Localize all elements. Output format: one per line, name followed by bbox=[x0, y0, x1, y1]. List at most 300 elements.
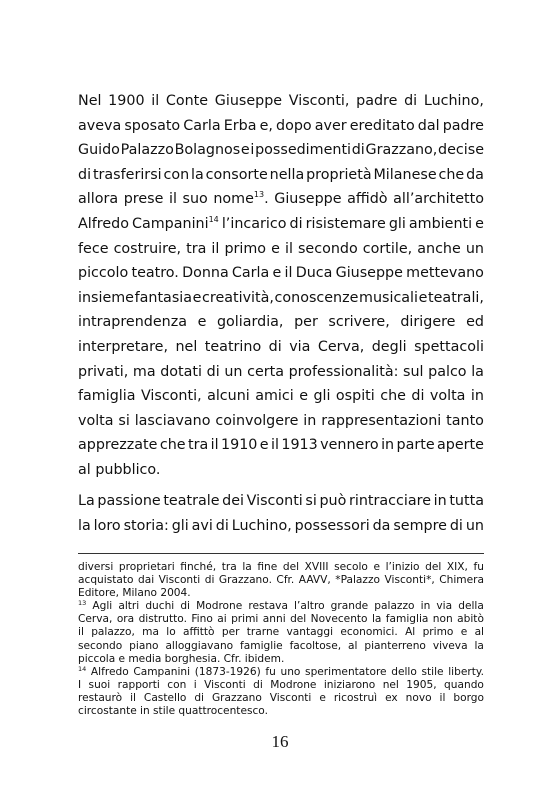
word: del bbox=[425, 561, 442, 573]
page-number: 16 bbox=[271, 732, 289, 751]
word: famiglia bbox=[78, 388, 136, 405]
text-line bbox=[78, 261, 484, 286]
word: certa bbox=[247, 363, 284, 380]
text-line bbox=[78, 286, 484, 311]
text-line bbox=[78, 212, 484, 237]
word: privati, bbox=[78, 363, 129, 380]
word: Grazzano bbox=[211, 691, 262, 704]
word: padre bbox=[442, 117, 484, 134]
word: sul bbox=[403, 363, 424, 380]
word: e bbox=[272, 265, 282, 282]
word: *Palazzo bbox=[335, 574, 381, 587]
word: anche bbox=[417, 240, 461, 257]
word: sempre bbox=[393, 517, 447, 534]
footnote-line bbox=[78, 653, 484, 666]
word: Cerva, bbox=[317, 338, 365, 355]
word: ricostruì bbox=[333, 691, 378, 704]
word: al bbox=[348, 639, 358, 652]
word: rapporti bbox=[117, 678, 160, 691]
word: di bbox=[449, 517, 463, 534]
word: XIX, bbox=[446, 561, 468, 573]
word: borghesia. bbox=[164, 652, 221, 665]
text-line bbox=[78, 138, 484, 163]
word: e bbox=[192, 289, 202, 306]
word: al bbox=[474, 626, 484, 639]
word: famiglia bbox=[385, 613, 429, 626]
word: grande bbox=[330, 600, 369, 613]
word: il bbox=[284, 265, 293, 282]
word: Palazzo bbox=[120, 142, 174, 159]
word: ibidem. bbox=[244, 652, 285, 665]
word: ma bbox=[142, 626, 159, 639]
word: ai bbox=[217, 613, 227, 626]
word: iniziarono bbox=[323, 678, 376, 691]
word: facoltose, bbox=[289, 639, 342, 652]
word: AAVV, bbox=[298, 574, 331, 587]
word: restaurò bbox=[78, 691, 123, 704]
word: anni bbox=[262, 613, 286, 626]
word: e bbox=[299, 388, 308, 405]
word: dopo bbox=[276, 117, 312, 134]
word: dai bbox=[137, 574, 155, 587]
word: consorte bbox=[205, 166, 268, 183]
word: volta bbox=[78, 412, 114, 429]
word: coinvolgere bbox=[215, 412, 299, 429]
word: per bbox=[294, 314, 318, 331]
word: conoscenze bbox=[274, 289, 359, 306]
word: novo bbox=[405, 691, 432, 704]
word: della bbox=[458, 600, 484, 613]
word: e bbox=[197, 314, 207, 331]
word: Visconti bbox=[269, 691, 312, 704]
word: 13 bbox=[78, 599, 87, 608]
word: trasferirsi bbox=[92, 166, 162, 183]
word: suoi bbox=[88, 678, 111, 691]
word: il bbox=[210, 437, 219, 454]
word: Grazzano. bbox=[218, 574, 272, 587]
word: rintracciare bbox=[349, 493, 431, 509]
word: pianterreno bbox=[364, 639, 426, 652]
word: i bbox=[250, 142, 255, 159]
word: Fino bbox=[191, 613, 213, 626]
word: palazzo, bbox=[91, 626, 135, 639]
word: Conte bbox=[165, 93, 209, 109]
word: altri bbox=[118, 600, 140, 613]
text-line bbox=[78, 489, 484, 514]
word: volta bbox=[429, 388, 466, 405]
word: duchi bbox=[145, 600, 175, 613]
word: Modrone bbox=[270, 678, 317, 691]
word: via bbox=[289, 338, 311, 355]
word: da bbox=[372, 517, 391, 534]
word: amici bbox=[255, 388, 294, 405]
word: alloggiavano bbox=[165, 639, 234, 652]
word: parte bbox=[396, 437, 435, 454]
word: musicali bbox=[359, 289, 419, 306]
word: la bbox=[474, 639, 484, 652]
word: fu bbox=[473, 561, 484, 573]
word: lasciavano bbox=[134, 412, 211, 429]
word: economici. bbox=[340, 626, 398, 639]
word: e bbox=[271, 240, 280, 257]
word: e bbox=[460, 626, 468, 639]
footnote-line bbox=[78, 613, 484, 626]
word: circostante bbox=[78, 705, 137, 718]
word: di bbox=[194, 691, 204, 704]
word: che bbox=[438, 166, 465, 183]
word: spettacoli bbox=[414, 338, 484, 355]
word: teatrali, bbox=[428, 289, 484, 306]
word: che bbox=[380, 388, 406, 405]
word: (1873-1926) bbox=[194, 665, 261, 678]
word: in bbox=[381, 437, 395, 454]
text-line bbox=[78, 409, 484, 434]
word: da bbox=[466, 166, 484, 183]
word: Donna bbox=[182, 265, 229, 282]
footnote-line bbox=[78, 600, 484, 613]
text-line bbox=[78, 187, 484, 212]
word: costruire, bbox=[113, 240, 182, 257]
word: primi bbox=[231, 613, 259, 626]
footnote-line bbox=[78, 587, 484, 600]
word: famiglie bbox=[240, 639, 283, 652]
text-line bbox=[78, 514, 484, 539]
word: si bbox=[305, 493, 317, 509]
word: 1910 bbox=[221, 437, 258, 454]
word: all’architetto bbox=[393, 191, 484, 208]
word: decise bbox=[438, 142, 484, 159]
word: degli bbox=[371, 338, 407, 355]
word: di bbox=[404, 93, 418, 109]
word: Milanese bbox=[373, 166, 437, 183]
word: 1905, bbox=[406, 678, 437, 691]
word: fece bbox=[78, 240, 109, 257]
word: fu bbox=[265, 665, 276, 678]
word: sperimentatore bbox=[305, 665, 387, 678]
word: storia: bbox=[123, 517, 169, 534]
word: restava bbox=[248, 600, 288, 613]
word: e bbox=[475, 215, 484, 232]
word: Erba bbox=[223, 117, 257, 134]
word: in bbox=[470, 388, 484, 405]
word: Luchino, bbox=[423, 93, 484, 109]
word: Guido bbox=[78, 142, 120, 159]
word: I bbox=[78, 678, 82, 691]
word: scrivere, bbox=[328, 314, 390, 331]
word: teatrino bbox=[204, 338, 262, 355]
word: secondo bbox=[297, 240, 358, 257]
word: Giuseppe bbox=[214, 93, 283, 109]
word: il bbox=[439, 691, 446, 704]
word: 1913 bbox=[281, 437, 318, 454]
word: la bbox=[191, 166, 204, 183]
word: fine bbox=[257, 561, 278, 573]
word: di bbox=[351, 142, 365, 159]
text-line bbox=[78, 163, 484, 188]
word: gli bbox=[388, 215, 406, 232]
word: Carla bbox=[183, 117, 221, 134]
word: di bbox=[206, 363, 220, 380]
word: i bbox=[193, 678, 197, 691]
word: distrutto. bbox=[138, 613, 187, 626]
footnote-separator bbox=[78, 553, 484, 554]
word: di bbox=[289, 215, 303, 232]
word: Alfredo bbox=[90, 665, 129, 678]
word: Modrone bbox=[196, 600, 243, 613]
word: stile bbox=[153, 705, 176, 718]
word: primo bbox=[224, 240, 267, 257]
word: piano bbox=[129, 639, 159, 652]
word: e bbox=[259, 437, 269, 454]
word: può bbox=[319, 493, 347, 509]
word: La bbox=[78, 493, 95, 509]
word: la bbox=[78, 517, 91, 534]
word: con bbox=[167, 678, 187, 691]
word: lo bbox=[166, 626, 176, 639]
word: 1900 bbox=[108, 93, 145, 109]
word: un bbox=[465, 517, 484, 534]
footnote-line bbox=[78, 705, 484, 718]
word: Cerva, bbox=[78, 613, 113, 626]
word: e bbox=[418, 289, 428, 306]
word: Giuseppe bbox=[335, 265, 403, 282]
word: Editore, bbox=[78, 587, 120, 600]
text-line bbox=[78, 310, 484, 335]
word: dei bbox=[222, 493, 244, 509]
word: Milano bbox=[122, 587, 158, 600]
word: sposato bbox=[124, 117, 181, 134]
word: fantasia bbox=[134, 289, 192, 306]
word: Novecento bbox=[310, 613, 368, 626]
word: Luchino, bbox=[231, 517, 292, 534]
word: ereditato bbox=[349, 117, 415, 134]
word: e bbox=[373, 561, 381, 573]
word: trarne bbox=[246, 626, 280, 639]
word: allora bbox=[78, 191, 119, 208]
word: ospiti bbox=[335, 388, 375, 405]
word: quattrocentesco. bbox=[178, 705, 268, 718]
word: nel bbox=[382, 678, 399, 691]
word: e, bbox=[259, 117, 273, 134]
word: Chimera bbox=[439, 574, 484, 587]
word: per bbox=[221, 626, 240, 639]
word: piccola bbox=[78, 652, 116, 665]
word: aveva bbox=[78, 117, 122, 134]
word: proprietà bbox=[306, 166, 372, 183]
word: di bbox=[253, 678, 263, 691]
word: del bbox=[282, 561, 300, 573]
word: Nel bbox=[78, 93, 102, 109]
word: dal bbox=[417, 117, 440, 134]
word: di bbox=[411, 388, 425, 405]
word: ambienti bbox=[408, 215, 473, 232]
word: Bolagnos bbox=[174, 142, 241, 159]
word: intraprendenza bbox=[78, 314, 187, 331]
word: gli bbox=[171, 517, 189, 534]
word: vantaggi bbox=[286, 626, 334, 639]
word: tanto bbox=[446, 412, 484, 429]
word: il bbox=[151, 93, 160, 109]
word: il bbox=[168, 191, 177, 208]
word: insieme bbox=[78, 289, 134, 306]
word: in bbox=[420, 600, 431, 613]
word: un bbox=[224, 363, 243, 380]
footnote-line bbox=[78, 640, 484, 653]
word: stile bbox=[421, 665, 444, 678]
word: l’incarico bbox=[221, 215, 287, 232]
word: tra bbox=[187, 437, 209, 454]
word: Agli bbox=[92, 600, 113, 613]
word: Campanini$^{14}$ bbox=[132, 214, 219, 232]
word: in bbox=[140, 705, 150, 718]
word: Visconti, bbox=[288, 93, 350, 109]
word: e bbox=[240, 142, 250, 159]
word: la bbox=[242, 561, 252, 573]
word: che bbox=[159, 437, 186, 454]
word: XVIII bbox=[304, 561, 329, 573]
word: nel bbox=[175, 338, 198, 355]
word: Visconti bbox=[158, 574, 201, 587]
word: Castello bbox=[143, 691, 187, 704]
word: Cfr. bbox=[276, 574, 295, 587]
word: del bbox=[290, 613, 307, 626]
word: Al bbox=[405, 626, 416, 639]
word: Alfredo bbox=[78, 215, 129, 232]
word: padre bbox=[356, 93, 398, 109]
word: interpretare, bbox=[78, 338, 169, 355]
word: 14 bbox=[78, 664, 87, 673]
word: dello bbox=[391, 665, 417, 678]
word: palazzo bbox=[374, 600, 415, 613]
word: un bbox=[465, 240, 484, 257]
word: in bbox=[303, 412, 317, 429]
word: rappresentazioni bbox=[321, 412, 442, 429]
text-line bbox=[78, 89, 484, 114]
word: prese bbox=[123, 191, 164, 208]
footnotes bbox=[78, 561, 484, 718]
word: diversi bbox=[78, 561, 114, 573]
word: primo bbox=[422, 626, 454, 639]
word: il bbox=[211, 240, 220, 257]
word: quando bbox=[444, 678, 484, 691]
word: dirigere bbox=[400, 314, 456, 331]
word: al bbox=[78, 461, 91, 478]
word: tutta bbox=[449, 493, 484, 509]
word: risistemare bbox=[305, 215, 386, 232]
word: ex bbox=[385, 691, 398, 704]
word: possessori bbox=[294, 517, 370, 534]
word: Grazzano, bbox=[365, 142, 438, 159]
word: di bbox=[180, 600, 190, 613]
word: dotati bbox=[160, 363, 203, 380]
word: con bbox=[163, 166, 190, 183]
text-line bbox=[78, 114, 484, 139]
word: tra bbox=[221, 561, 237, 573]
word: si bbox=[118, 412, 130, 429]
word: l’inizio bbox=[385, 561, 420, 573]
footnote-line bbox=[78, 692, 484, 705]
word: Cfr. bbox=[223, 652, 242, 665]
word: e bbox=[319, 691, 326, 704]
word: proprietari bbox=[118, 561, 175, 573]
word: pubblico. bbox=[95, 461, 161, 478]
word: di bbox=[78, 166, 92, 183]
paragraph-1 bbox=[78, 89, 484, 483]
word: uno bbox=[280, 665, 301, 678]
paragraph-2 bbox=[78, 489, 484, 538]
word: Visconti, bbox=[140, 388, 202, 405]
text-line bbox=[78, 458, 484, 483]
word: avi bbox=[191, 517, 213, 534]
word: l’altro bbox=[294, 600, 325, 613]
word: nome$^{13}$. bbox=[213, 190, 269, 208]
word: alcuni bbox=[207, 388, 250, 405]
word: nella bbox=[269, 166, 305, 183]
word: loro bbox=[93, 517, 121, 534]
word: e bbox=[118, 652, 126, 665]
word: Campanini bbox=[133, 665, 191, 678]
word: ed bbox=[466, 314, 484, 331]
word: in bbox=[433, 493, 447, 509]
word: secondo bbox=[78, 639, 123, 652]
word: media bbox=[128, 652, 162, 665]
word: aver bbox=[314, 117, 347, 134]
word: Visconti bbox=[246, 493, 303, 509]
word: la bbox=[371, 613, 382, 626]
word: liberty. bbox=[448, 665, 484, 678]
word: passione bbox=[97, 493, 161, 509]
footnote-line bbox=[78, 574, 484, 587]
word: ma bbox=[132, 363, 156, 380]
word: borgo bbox=[453, 691, 484, 704]
word: mettevano bbox=[406, 265, 484, 282]
word: non bbox=[432, 613, 453, 626]
word: secolo bbox=[334, 561, 368, 573]
footnote-line bbox=[78, 679, 484, 692]
word: il bbox=[271, 437, 279, 454]
word: affidò bbox=[347, 191, 388, 208]
word: apprezzate bbox=[78, 437, 158, 454]
word: ora bbox=[116, 613, 135, 626]
text-line bbox=[78, 335, 484, 360]
word: 2004. bbox=[160, 587, 191, 600]
word: di bbox=[204, 574, 215, 587]
word: tra bbox=[186, 240, 207, 257]
word: palco bbox=[428, 363, 467, 380]
footnote-line bbox=[78, 561, 484, 574]
word: affittò bbox=[183, 626, 215, 639]
word: Giuseppe bbox=[274, 191, 342, 208]
word: il bbox=[284, 240, 293, 257]
text-line bbox=[78, 237, 484, 262]
text-line bbox=[78, 433, 484, 458]
footnote-line bbox=[78, 666, 484, 679]
word: la bbox=[471, 363, 484, 380]
word: cortile, bbox=[362, 240, 413, 257]
word: piccolo bbox=[78, 265, 129, 282]
word: acquistato bbox=[78, 574, 134, 587]
word: il bbox=[78, 626, 84, 639]
word: viveva bbox=[432, 639, 468, 652]
word: teatro. bbox=[131, 265, 179, 282]
word: teatrale bbox=[163, 493, 220, 509]
word: Carla bbox=[231, 265, 270, 282]
word: Visconti*, bbox=[384, 574, 435, 587]
word: Visconti bbox=[204, 678, 246, 691]
word: possedimenti bbox=[255, 142, 352, 159]
word: creatività, bbox=[202, 289, 274, 306]
word: di bbox=[268, 338, 282, 355]
